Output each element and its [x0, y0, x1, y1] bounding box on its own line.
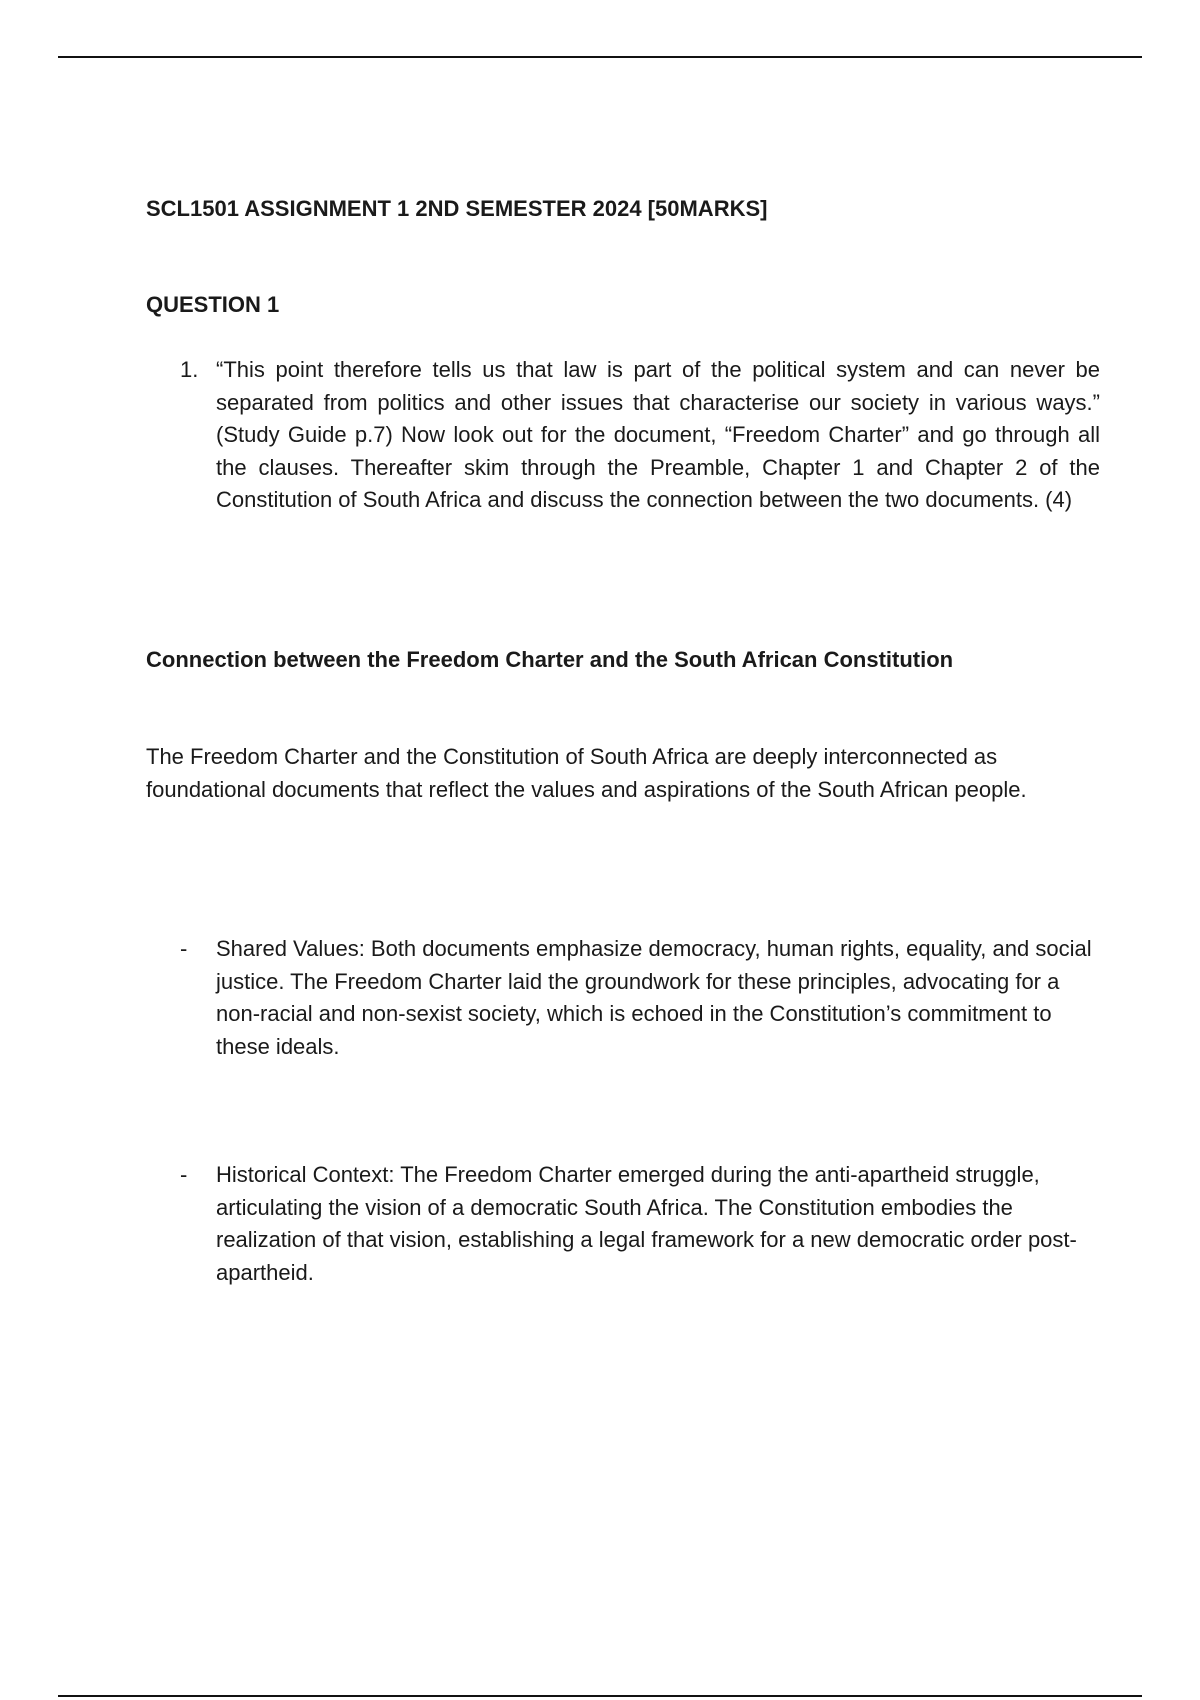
- bullet-marker: -: [180, 1162, 188, 1187]
- intro-paragraph: The Freedom Charter and the Constitution of South Africa are deeply interconnected as foundational documents that reflect the values and aspirations of the South African people.: [146, 744, 1027, 802]
- bullet-marker: -: [180, 936, 188, 961]
- document-title: SCL1501 ASSIGNMENT 1 2ND SEMESTER 2024 [50MARKS]: [146, 196, 768, 221]
- question-text: “This point therefore tells us that law is part of the political system and can never be separated from politics and other issues that characterise our society in various ways.” (Study Guide p.7) Now look out for the document, “Freedom Charter” and go through all the clauses. Thereafter skim through the Preamble, Chapter 1 and Chapter 2 of the Constitution of South Africa and discuss the connection between the two documents. (4): [216, 357, 1100, 512]
- top-rule: [58, 56, 1142, 58]
- question-number: 1.: [180, 357, 199, 382]
- section-heading: Connection between the Freedom Charter and the South African Constitution: [146, 647, 954, 672]
- bullet-item-shared-values: [180, 933, 1100, 1063]
- question-item: [180, 354, 1100, 517]
- question-heading: QUESTION 1: [146, 292, 280, 317]
- bullet-text: Shared Values: Both documents emphasize democracy, human rights, equality, and social justice. The Freedom Charter laid the groundwork for these principles, advocating for a non-racial and non-sexist society, which is echoed in the Constitution’s commitment to these ideals.: [216, 936, 1092, 1059]
- bullet-item-historical-context: [180, 1159, 1100, 1289]
- bottom-rule: [58, 1695, 1142, 1697]
- bullet-text: Historical Context: The Freedom Charter emerged during the anti-apartheid struggle, articulating the vision of a democratic South Africa. The Constitution embodies the realization of that vision, establishing a legal framework for a new democratic order post-apartheid.: [216, 1162, 1077, 1285]
